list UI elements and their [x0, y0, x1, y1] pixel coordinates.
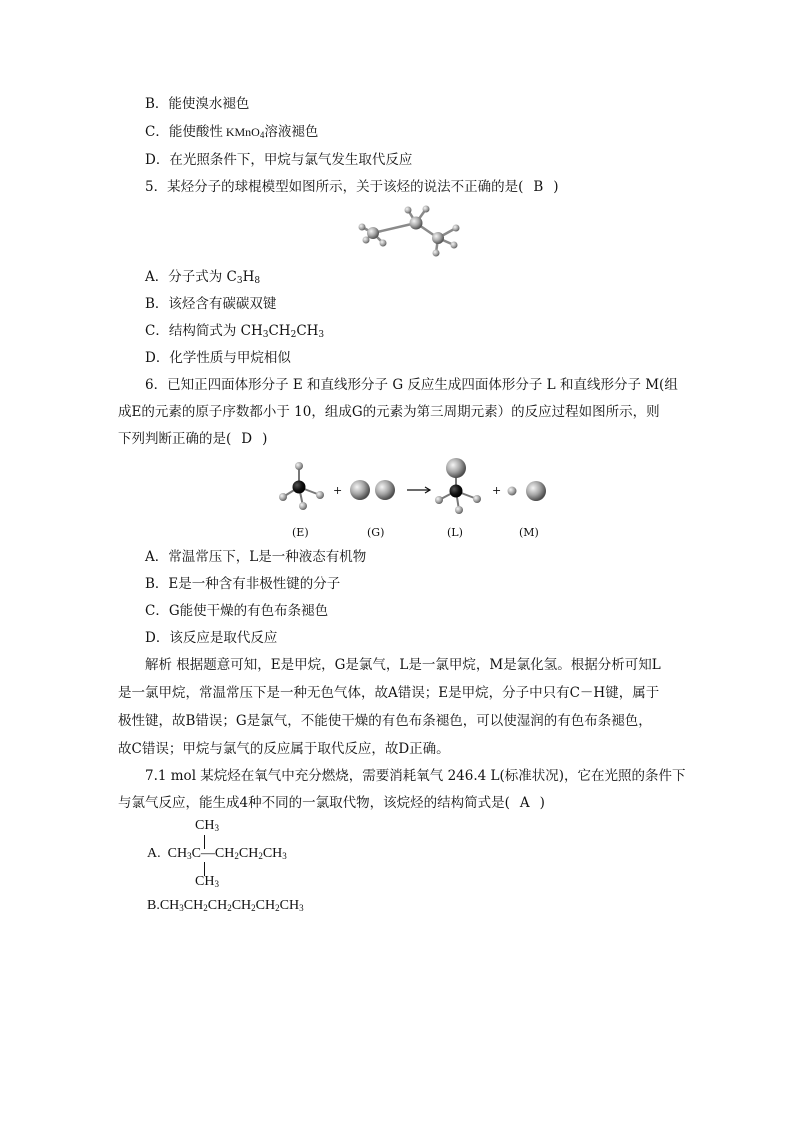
analysis-line-1: 解析 根据题意可知，E是甲烷，G是氯气，L是一氯甲烷，M是氯化氢。根据分析可知L: [145, 657, 661, 673]
q4-option-b: B．能使溴水褪色: [145, 96, 250, 112]
q6-option-a: A．常温常压下，L是一种液态有机物: [145, 549, 367, 565]
q7-answer: A: [519, 795, 530, 811]
q5-answer: B: [533, 179, 544, 195]
q6-option-d: D．该反应是取代反应: [145, 630, 278, 646]
label-l: (L): [447, 526, 463, 539]
label-g: (G): [367, 526, 385, 539]
reaction-plus-2: +: [492, 484, 502, 497]
q7-a-bottom-ch3: $CH_3$: [195, 874, 219, 889]
q7-stem-line1: 7.1 mol 某烷烃在氧气中充分燃烧，需要消耗氧气 246.4 L(标准状况)，它在光照的条件下: [145, 768, 686, 784]
q6-option-c: C．G能使干燥的有色布条褪色: [145, 603, 329, 619]
q6-stem-line1: 6．已知正四面体形分子 E 和直线形分子 G 反应生成四面体形分子 L 和直线形分子 M(组: [145, 377, 678, 393]
q5-option-c: C．结构简式为 $CH_3CH_2CH_3$: [145, 323, 325, 340]
q5-option-b: B．该烃含有碳碳双键: [145, 296, 277, 312]
q6-answer: D: [241, 431, 253, 447]
q7-a-main-chain: A. $CH_3C—CH_2CH_2CH_3$: [147, 846, 287, 861]
q6-option-b: B．E是一种含有非极性键的分子: [145, 576, 341, 592]
q7-a-top-ch3: $CH_3$: [195, 818, 219, 833]
q7-stem-line2: 与氯气反应，能生成4种不同的一氯取代物，该烷烃的结构简式是( A ): [118, 795, 545, 811]
q5-option-d: D．化学性质与甲烷相似: [145, 350, 291, 366]
propane-ball-stick-model: [356, 203, 476, 263]
q4-option-d: D．在光照条件下，甲烷与氯气发生取代反应: [145, 152, 413, 168]
reaction-arrow: [407, 487, 430, 493]
analysis-line-2: 是一氯甲烷，常温常压下是一种无色气体，故A错误；E是甲烷，分子中只有C－H键，属于: [118, 685, 660, 701]
q5-stem: 5．某烃分子的球棍模型如图所示，关于该烃的说法不正确的是( B ): [145, 179, 559, 195]
q6-stem-line3: 下列判断正确的是( D ): [118, 431, 268, 447]
q4-option-c: C．能使酸性 KMnO$_4$溶液褪色: [145, 124, 319, 140]
label-m: (M): [519, 526, 539, 539]
molecule-g: [350, 480, 395, 500]
analysis-line-3: 极性键，故B错误；G是氯气，不能使干燥的有色布条褪色，可以使湿润的有色布条褪色，: [118, 713, 652, 729]
q7-option-b: $B.CH_3CH_2CH_2CH_2CH_2CH_3$: [147, 898, 304, 913]
molecule-m: [508, 481, 547, 501]
q5-option-a: A．分子式为 $C_3H_8$: [145, 269, 261, 286]
label-e: (E): [292, 526, 309, 539]
reaction-plus-1: +: [333, 484, 343, 497]
q6-stem-line2: 成E的元素的原子序数都小于 10，组成G的元素为第三周期元素）的反应过程如图所示，则: [118, 404, 660, 420]
reaction-diagram: [272, 456, 552, 526]
analysis-line-4: 故C错误；甲烷与氯气的反应属于取代反应，故D正确。: [118, 741, 450, 757]
